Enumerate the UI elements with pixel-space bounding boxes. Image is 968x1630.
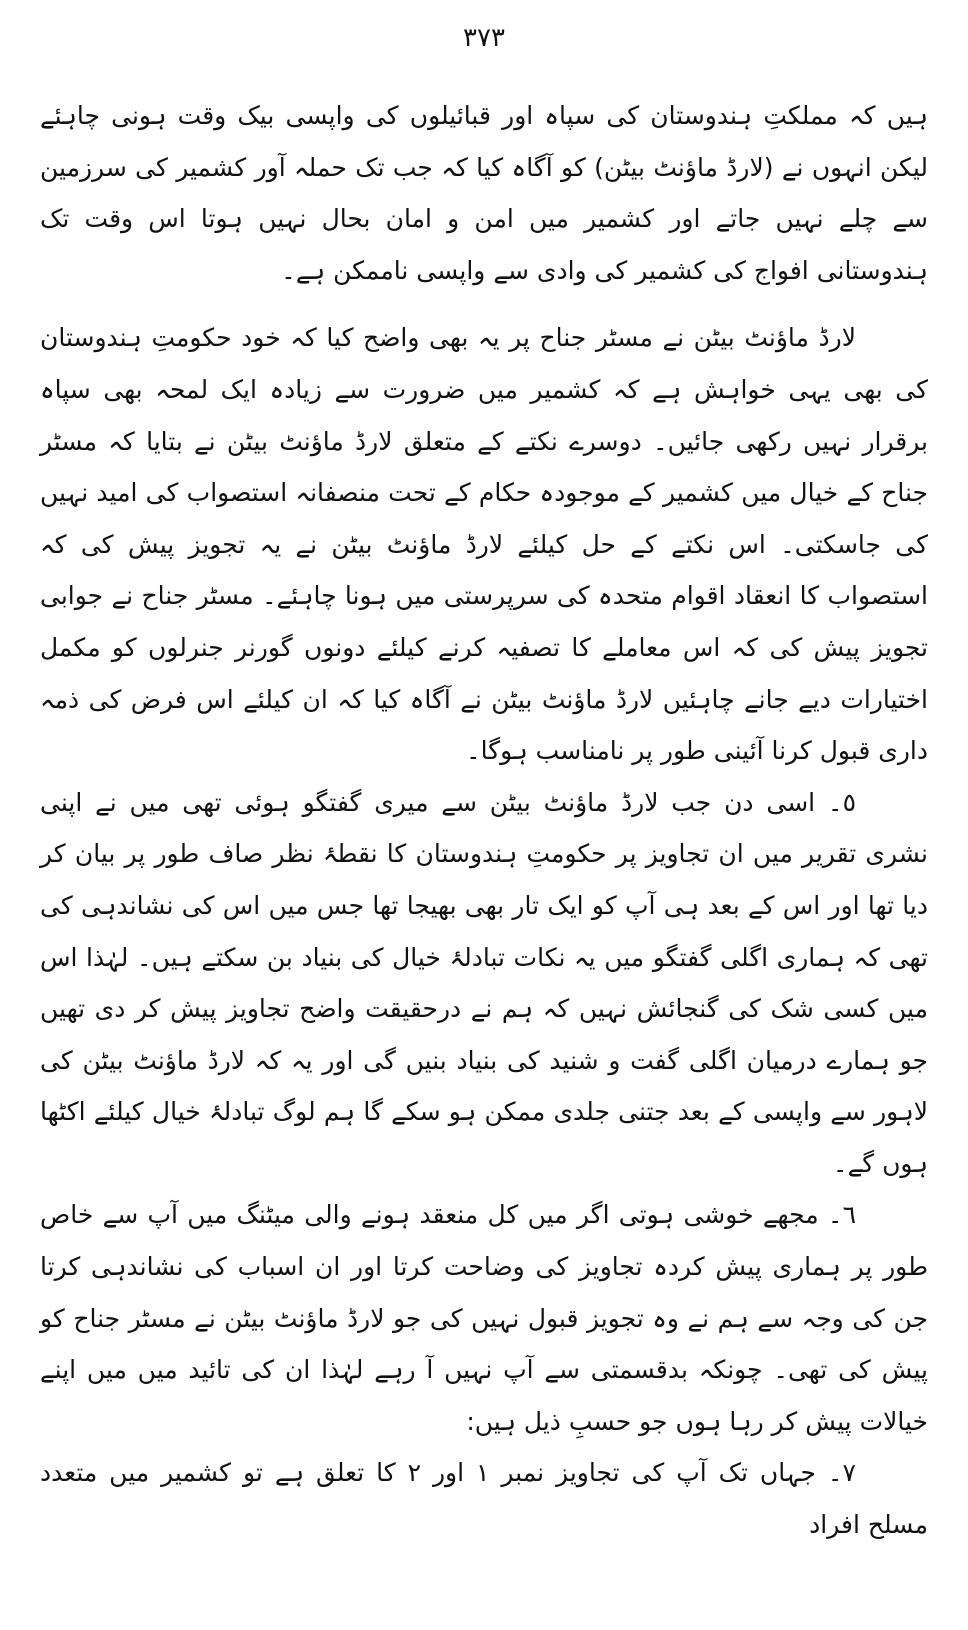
paragraph-point-7: ٧۔ جہاں تک آپ کی تجاویز نمبر ١ اور ٢ کا تعلق ہے تو کشمیر میں متعدد مسلح افراد [40, 1458, 928, 1540]
page-number: ٣٧٣ [463, 23, 505, 53]
paragraph-point-6: ٦۔ مجھے خوشی ہوتی اگر میں کل منعقد ہونے والی میٹنگ میں آپ سے خاص طور پر ہماری پیش کردہ تجاویز کی وضاحت کرتا اور ان اسباب کی نشاندہی کرتا جن کی وجہ سے ہم نے وہ تجویز قبول نہیں کی جو لارڈ ماؤنٹ بیٹن نے مسٹر جناح کو پیش کی تھی۔ چونکہ بدقسمتی سے آپ نہیں آ رہے لہٰذا ان کی تائید میں میں اپنے خیالات پیش کر رہا ہوں جو حسبِ ذیل ہیں: [40, 1200, 928, 1436]
paragraph-mountbatten-clarification: لارڈ ماؤنٹ بیٹن نے مسٹر جناح پر یہ بھی واضح کیا کہ خود حکومتِ ہندوستان کی بھی یہی خواہش ہے کہ کشمیر میں ضرورت سے زیادہ ایک لمحہ بھی سپاہ برقرار نہیں رکھی جائیں۔ دوسرے نکتے کے متعلق لارڈ ماؤنٹ بیٹن نے بتایا کہ مسٹر جناح کے خیال میں کشمیر کے موجودہ حکام کے تحت منصفانہ استصواب کی امید نہیں کی جاسکتی۔ اس نکتے کے حل کیلئے لارڈ ماؤنٹ بیٹن نے یہ تجویز پیش کی کہ استصواب کا انعقاد اقوام متحدہ کی سرپرستی میں ہونا چاہئے۔ مسٹر جناح نے جوابی تجویز پیش کی کہ اس معاملے کا تصفیہ کرنے کیلئے دونوں گورنر جنرلوں کو مکمل اختیارات دیے جانے چاہئیں لارڈ ماؤنٹ بیٹن نے آگاہ کیا کہ ان کیلئے اس فرض کی ذمہ داری قبول کرنا آئینی طور پر نامناسب ہوگا۔ [40, 323, 928, 766]
paragraph-continuation: ہیں کہ مملکتِ ہندوستان کی سپاہ اور قبائیلوں کی واپسی بیک وقت ہونی چاہئے لیکن انہوں نے (لارڈ ماؤنٹ بیٹن) کو آگاہ کیا کہ جب تک حملہ آور کشمیر کی سرزمین سے چلے نہیں جاتے اور کشمیر میں امن و امان بحال نہیں ہوتا اس وقت تک ہندوستانی افواج کی کشمیر کی وادی سے واپسی ناممکن ہے۔ [40, 101, 928, 285]
paragraph-point-5: ٥۔ اسی دن جب لارڈ ماؤنٹ بیٹن سے میری گفتگو ہوئی تھی میں نے اپنی نشری تقریر میں ان تجاویز پر حکومتِ ہندوستان کا نقطۂ نظر صاف طور پر بیان کر دیا تھا اور اس کے بعد ہی آپ کو ایک تار بھی بھیجا تھا جس میں اس کی نشاندہی کی تھی کہ ہماری اگلی گفتگو میں یہ نکات تبادلۂ خیال کی بنیاد بن سکتے ہیں۔ لہٰذا اس میں کسی شک کی گنجائش نہیں کہ ہم نے درحقیقت واضح تجاویز پیش کر دی تھیں جو ہمارے درمیان اگلی گفت و شنید کی بنیاد بنیں گی اور یہ کہ لارڈ ماؤنٹ بیٹن کی لاہور سے واپسی کے بعد جتنی جلدی ممکن ہو سکے گا ہم لوگ تبادلۂ خیال کیلئے اکٹھا ہوں گے۔ [40, 787, 928, 1178]
